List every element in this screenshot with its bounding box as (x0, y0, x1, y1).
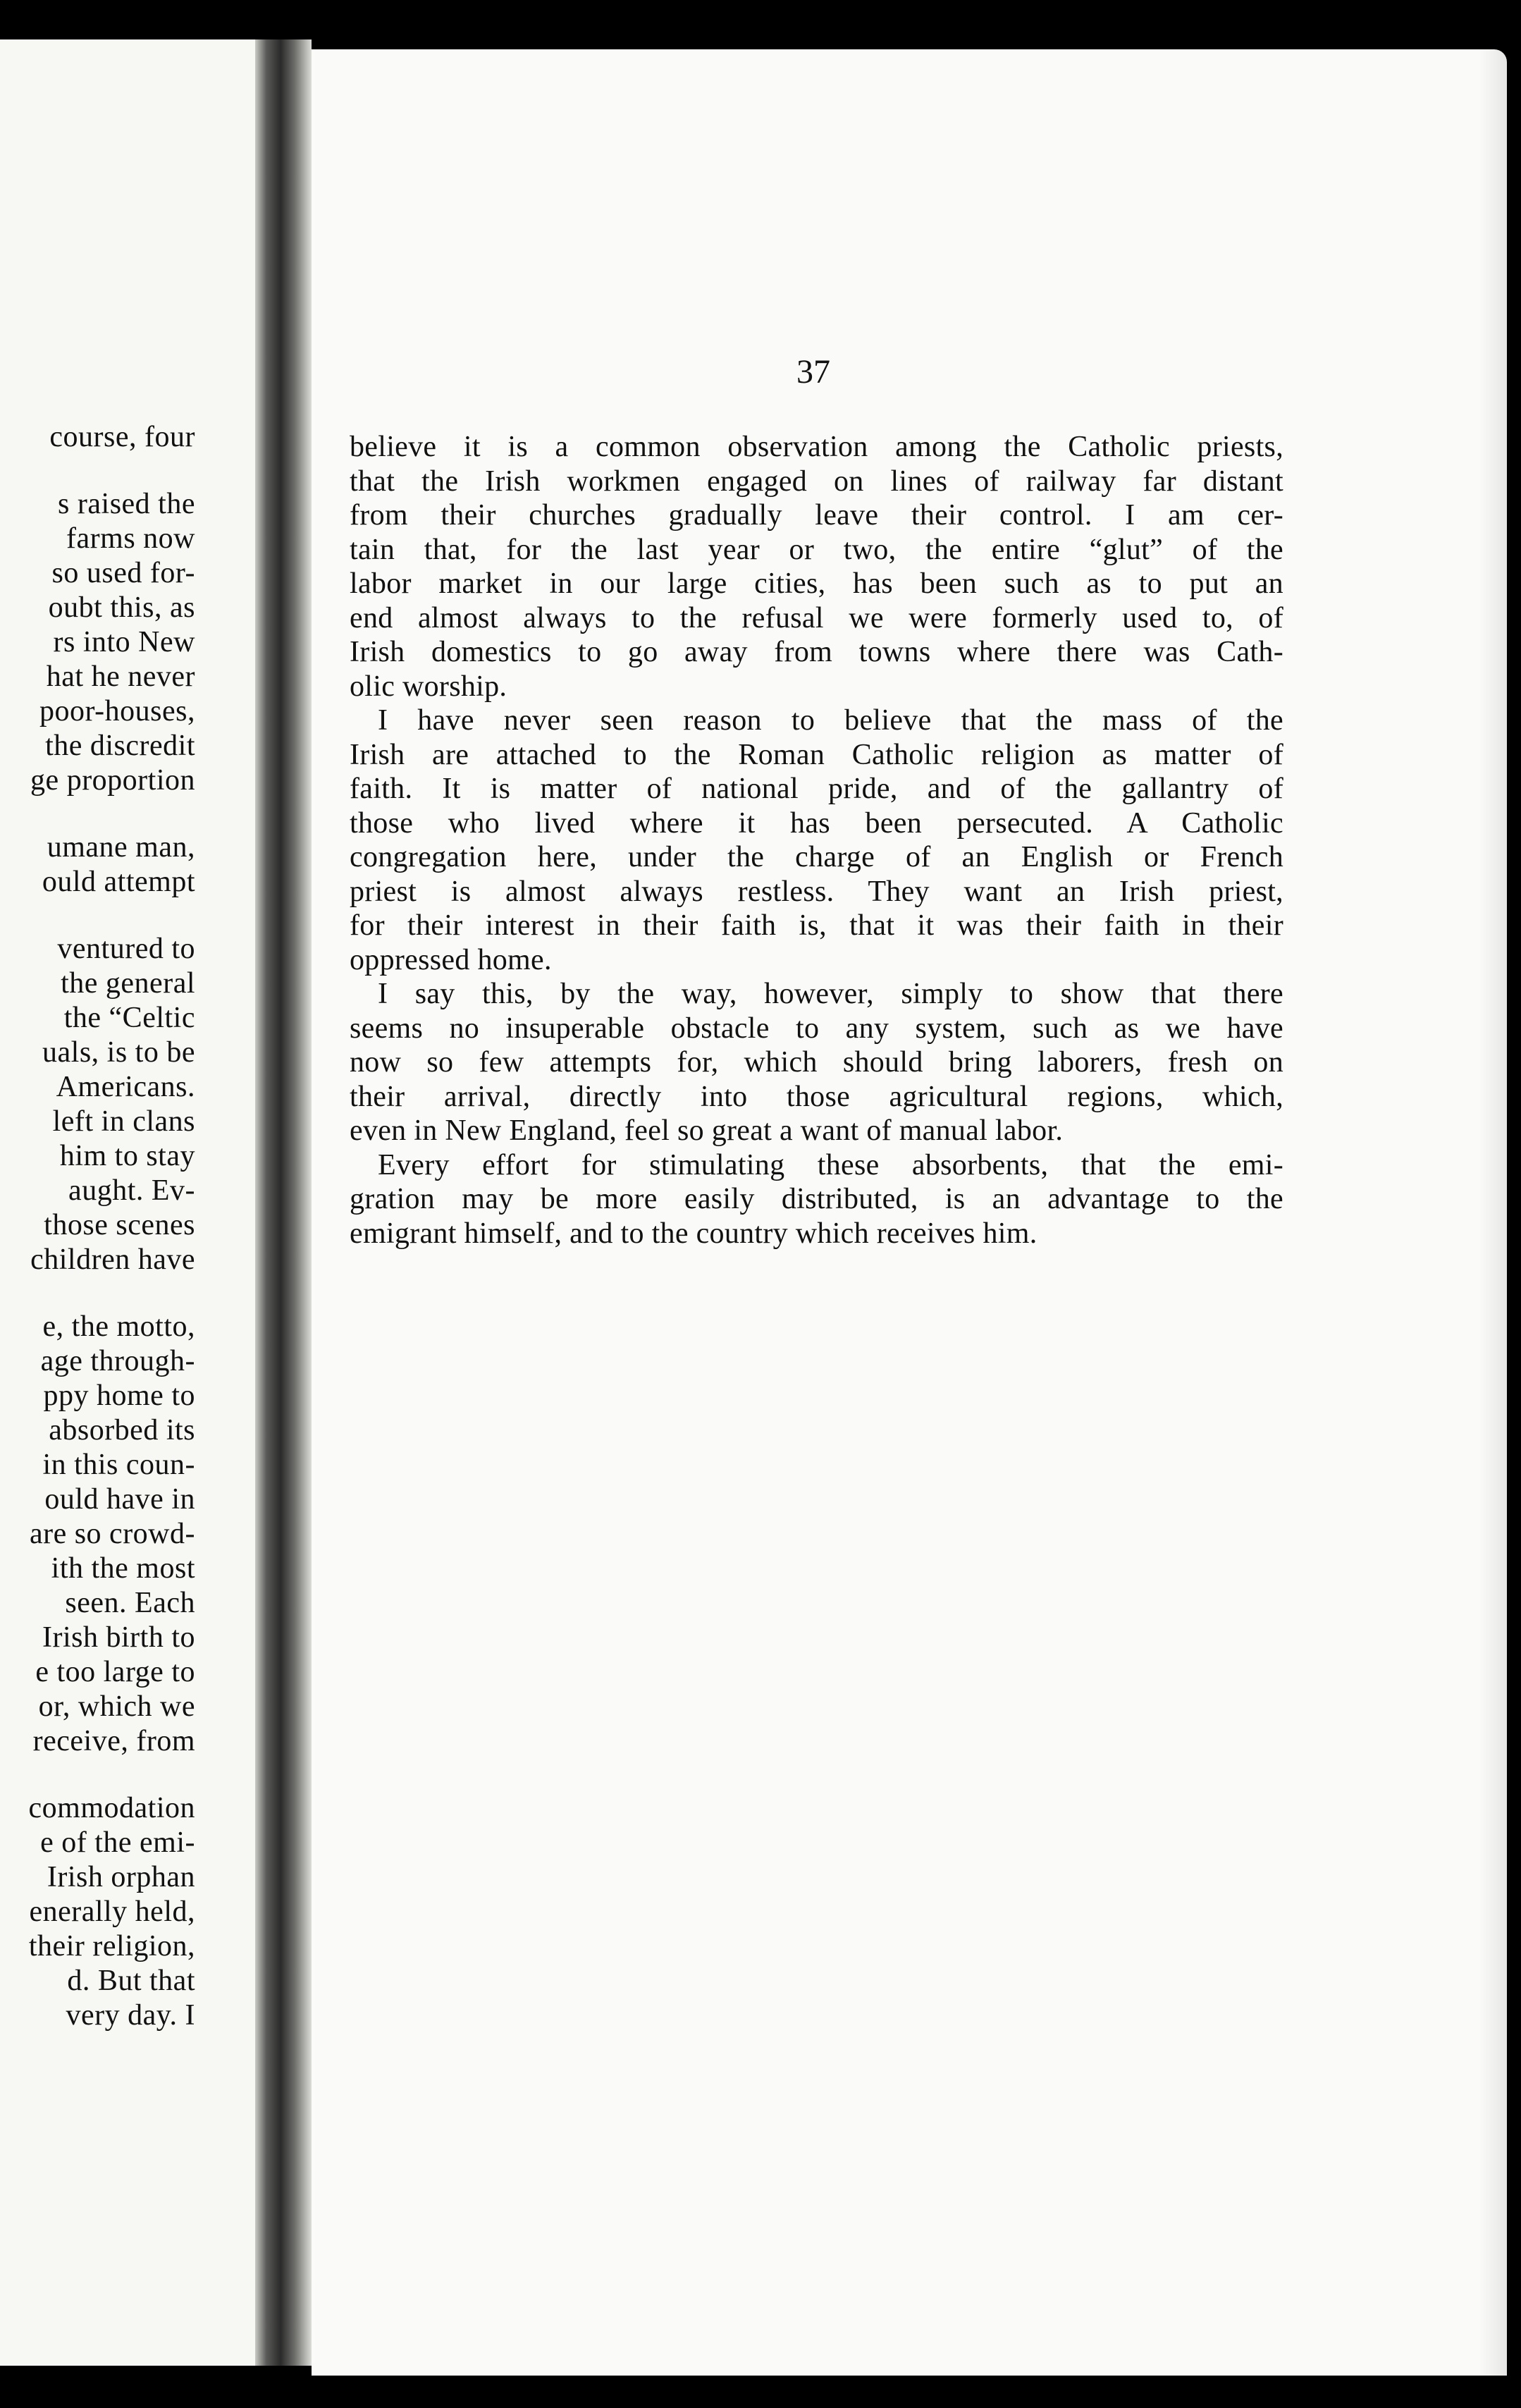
text-line: faith. It is matter of national pride, and of the gallantry of (350, 773, 1283, 805)
right-page-body-text (350, 430, 1283, 1251)
text-line: Irish domestics to go away from towns where there was Cath- (350, 636, 1283, 668)
text-line: Irish are attached to the Roman Catholic religion as matter of (350, 738, 1283, 771)
left-page-line: e, the motto, (42, 1310, 195, 1343)
left-page-line: e too large to (35, 1656, 195, 1688)
text-line: oppressed home. (350, 943, 552, 976)
paragraph-gap (0, 455, 195, 487)
text-line: I say this, by the way, however, simply to show that there (378, 978, 1283, 1010)
text-line: emigrant himself, and to the country which receives him. (350, 1217, 1037, 1250)
left-page-line: the discredit (45, 730, 195, 762)
left-page-line: so used for- (51, 557, 195, 589)
text-line: priest is almost always restless. They want an Irish priest, (350, 875, 1283, 908)
text-line: labor market in our large cities, has been such as to put an (350, 567, 1283, 600)
text-line: those who lived where it has been persecuted. A Catholic (350, 806, 1283, 840)
text-line: seems no insuperable obstacle to any system, such as we have (350, 1012, 1283, 1045)
left-page-line: Americans. (56, 1071, 195, 1103)
left-page-line: absorbed its (49, 1414, 195, 1446)
left-page-line: ould attempt (42, 866, 195, 898)
left-page-line: left in clans (52, 1105, 195, 1138)
text-line: tain that, for the last year or two, the entire “glut” of the (350, 533, 1283, 566)
left-page-line: commodation (28, 1792, 195, 1824)
left-page-line: poor-houses, (39, 695, 195, 727)
text-line: their arrival, directly into those agricultural regions, which, (350, 1080, 1283, 1113)
left-page-line: Irish orphan (47, 1861, 195, 1893)
left-page-line: s raised the (58, 488, 195, 520)
left-page-line: age through- (40, 1345, 195, 1377)
left-page-line: receive, from (32, 1725, 195, 1757)
paragraph-gap (0, 798, 195, 830)
left-page (0, 39, 255, 2366)
text-line: from their churches gradually leave their control. I am cer- (350, 499, 1283, 532)
left-page-line: e of the emi- (40, 1826, 195, 1859)
text-line: I have never seen reason to believe that the mass of the (378, 704, 1283, 737)
text-line: that the Irish workmen engaged on lines of railway far distant (350, 465, 1283, 498)
text-line: gration may be more easily distributed, is an advantage to the (350, 1183, 1283, 1215)
paragraph-gap (0, 1277, 195, 1310)
left-page-line: those scenes (44, 1209, 195, 1241)
text-line: congregation here, under the charge of an English or French (350, 841, 1283, 873)
page-number: 37 (796, 353, 830, 391)
text-line: even in New England, feel so great a want of manual labor. (350, 1114, 1064, 1147)
left-page-line: their religion, (28, 1930, 195, 1962)
left-page-line: are so crowd- (29, 1518, 195, 1550)
paragraph-gap (0, 1759, 195, 1791)
left-page-line: course, four (49, 421, 195, 453)
left-page-line: or, which we (38, 1690, 195, 1723)
left-page-line: him to stay (59, 1140, 195, 1172)
left-page-line: ould have in (44, 1483, 195, 1516)
left-page-line: hat he never (46, 661, 195, 693)
left-page-line: children have (30, 1243, 195, 1276)
left-page-line: the general (61, 967, 195, 1000)
left-page-line: d. But that (67, 1965, 195, 1997)
left-page-line: in this coun- (42, 1449, 195, 1481)
text-line: end almost always to the refusal we were formerly used to, of (350, 601, 1283, 634)
left-page-text (0, 420, 195, 2033)
left-page-line: ge proportion (30, 764, 195, 797)
left-page-line: oubt this, as (48, 591, 195, 624)
paragraph-gap (0, 899, 195, 932)
left-page-line: ith the most (51, 1552, 195, 1585)
left-page-line: farms now (66, 522, 195, 555)
left-page-line: the “Celtic (63, 1002, 195, 1034)
left-page-line: seen. Each (65, 1587, 195, 1619)
left-page-line: uals, is to be (42, 1036, 195, 1069)
text-line: for their interest in their faith is, that it was their faith in their (350, 909, 1283, 942)
left-page-line: aught. Ev- (68, 1174, 195, 1207)
left-page-line: Irish birth to (42, 1621, 195, 1654)
left-page-line: ventured to (57, 933, 195, 965)
text-line: olic worship. (350, 670, 507, 703)
text-line: now so few attempts for, which should bring laborers, fresh on (350, 1046, 1283, 1079)
left-page-line: very day. I (66, 1999, 195, 2032)
left-page-line: rs into New (53, 626, 195, 658)
text-line: Every effort for stimulating these absorbents, that the emi- (378, 1148, 1283, 1181)
left-page-line: enerally held, (29, 1896, 195, 1928)
text-line: believe it is a common observation among the Catholic priests, (350, 431, 1283, 463)
book-gutter (255, 39, 312, 2366)
left-page-line: ppy home to (43, 1380, 195, 1412)
left-page-line: umane man, (47, 831, 195, 864)
